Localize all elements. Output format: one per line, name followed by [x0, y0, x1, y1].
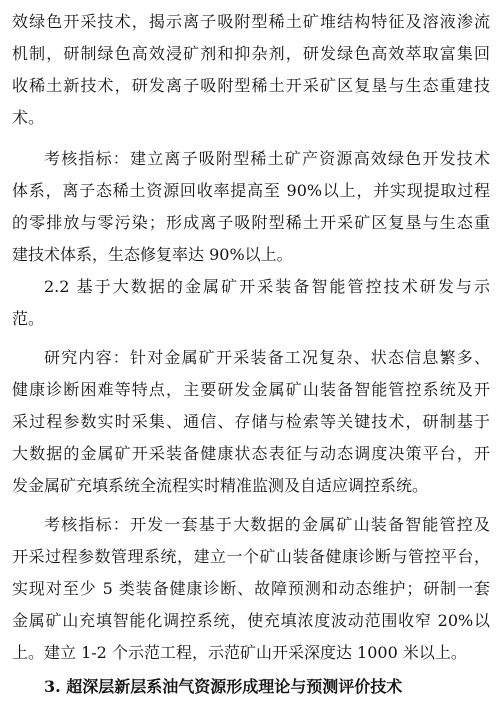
text-line: 收稀土新技术，研发离子吸附型稀土开采矿区复垦与生态重建技: [12, 76, 490, 95]
text-line: 大数据的金属矿开采装备健康状态表征与动态调度决策平台，开: [12, 444, 490, 463]
text-line: 考核指标：建立离子吸附型稀土矿产资源高效绿色开发技术: [44, 149, 490, 168]
text-line: 健康诊断困难等特点，主要研发金属矿山装备智能管控系统及开: [12, 380, 490, 399]
text-line: 考核指标：开发一套基于大数据的金属矿山装备智能管控及: [44, 515, 490, 534]
text-line: 效绿色开采技术，揭示离子吸附型稀土矿堆结构特征及溶液渗流: [12, 12, 490, 31]
text-line: 建技术体系，生态修复率达 90%以上。: [12, 245, 293, 264]
section-heading-3: 3. 超深层新层系油气资源形成理论与预测评价技术: [44, 677, 403, 696]
text-line: 实现对至少 5 类装备健康诊断、故障预测和动态维护；研制一套: [12, 579, 490, 598]
text-line: 金属矿山充填智能化调控系统，使充填浓度波动范围收窄 20%以: [12, 611, 490, 630]
text-line: 术。: [12, 108, 45, 127]
text-line: 体系，离子态稀土资源回收率提高至 90%以上，并实现提取过程: [12, 181, 490, 200]
text-line: 上。建立 1-2 个示范工程，示范矿山开采深度达 1000 米以上。: [12, 643, 467, 662]
text-line: 的零排放与零污染；形成离子吸附型稀土开采矿区复垦与生态重: [12, 213, 490, 232]
text-line: 发金属矿充填系统全流程实时精准监测及自适应调控系统。: [12, 476, 429, 495]
text-line: 研究内容：针对金属矿开采装备工况复杂、状态信息繁多、: [44, 348, 490, 367]
text-line: 开采过程参数管理系统，建立一个矿山装备健康诊断与管控平台，: [12, 547, 490, 566]
section-heading-line: 2.2 基于大数据的金属矿开采装备智能管控技术研发与示: [44, 277, 490, 296]
text-line: 机制，研制绿色高效浸矿剂和抑杂剂，研发绿色高效萃取富集回: [12, 44, 490, 63]
section-heading-line: 范。: [12, 309, 45, 328]
text-line: 采过程参数实时采集、通信、存储与检索等关键技术，研制基于: [12, 412, 490, 431]
